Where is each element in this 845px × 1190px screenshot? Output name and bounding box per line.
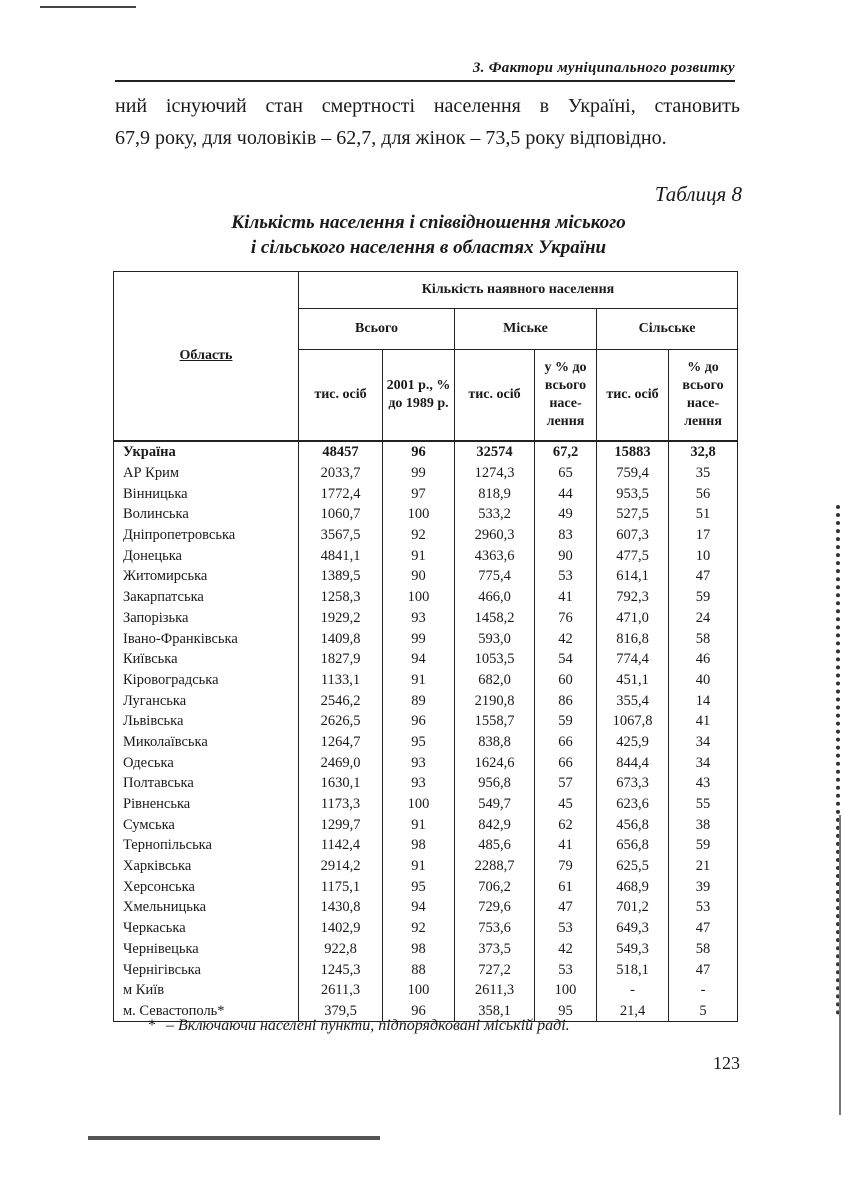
- cell-region: Івано-Франківська: [114, 628, 299, 649]
- cell-rural-thousands: 471,0: [597, 608, 669, 629]
- cell-urban-thousands: 2190,8: [455, 690, 535, 711]
- cell-urban-percent: 59: [535, 711, 597, 732]
- cell-rural-percent: 59: [669, 835, 738, 856]
- cell-total-percent: 92: [383, 918, 455, 939]
- table-row: [114, 545, 738, 566]
- cell-region: Чернівецька: [114, 939, 299, 960]
- cell-total-thousands: 4841,1: [299, 545, 383, 566]
- table-row: [114, 980, 738, 1001]
- cell-rural-thousands: 468,9: [597, 876, 669, 897]
- cell-rural-thousands: 614,1: [597, 566, 669, 587]
- cell-rural-thousands: 953,5: [597, 483, 669, 504]
- header-group: Кількість наявного населення: [299, 272, 738, 309]
- cell-urban-percent: 66: [535, 732, 597, 753]
- table-label: Таблиця 8: [654, 182, 742, 206]
- cell-region: Вінницька: [114, 483, 299, 504]
- cell-rural-percent: 46: [669, 649, 738, 670]
- cell-total-percent: 100: [383, 587, 455, 608]
- cell-urban-percent: 42: [535, 939, 597, 960]
- bottom-rule: [88, 1136, 380, 1140]
- table-row: [114, 897, 738, 918]
- cell-region: Київська: [114, 649, 299, 670]
- header-total-thousands: тис. осіб: [299, 350, 383, 442]
- cell-region: Миколаївська: [114, 732, 299, 753]
- cell-rural-percent: 43: [669, 773, 738, 794]
- cell-rural-percent: 53: [669, 897, 738, 918]
- table-row: [114, 939, 738, 960]
- cell-urban-percent: 47: [535, 897, 597, 918]
- table-row: [114, 794, 738, 815]
- page-number: 123: [713, 1053, 740, 1073]
- cell-urban-thousands: 727,2: [455, 959, 535, 980]
- scan-edge-line: [839, 815, 841, 1115]
- footnote-text: – Включаючи населені пункти, підпорядковані міській раді.: [166, 1017, 570, 1034]
- cell-rural-thousands: 518,1: [597, 959, 669, 980]
- cell-rural-percent: 58: [669, 628, 738, 649]
- cell-rural-thousands: 549,3: [597, 939, 669, 960]
- cell-urban-thousands: 706,2: [455, 876, 535, 897]
- cell-total-percent: 94: [383, 649, 455, 670]
- cell-urban-percent: 61: [535, 876, 597, 897]
- cell-urban-thousands: 682,0: [455, 670, 535, 691]
- cell-total-thousands: 379,5: [299, 1001, 383, 1022]
- table-row: [114, 732, 738, 753]
- cell-rural-percent: 47: [669, 959, 738, 980]
- cell-total-percent: 98: [383, 939, 455, 960]
- cell-rural-percent: 17: [669, 525, 738, 546]
- cell-urban-percent: 41: [535, 587, 597, 608]
- cell-urban-percent: 100: [535, 980, 597, 1001]
- cell-total-percent: 91: [383, 856, 455, 877]
- cell-total-thousands: 2611,3: [299, 980, 383, 1001]
- cell-urban-thousands: 1624,6: [455, 752, 535, 773]
- population-table: [113, 271, 738, 1022]
- cell-total-thousands: 2914,2: [299, 856, 383, 877]
- cell-rural-percent: 56: [669, 483, 738, 504]
- cell-total-percent: 99: [383, 463, 455, 484]
- table-row: [114, 566, 738, 587]
- cell-total-thousands: 1389,5: [299, 566, 383, 587]
- cell-urban-thousands: 1458,2: [455, 608, 535, 629]
- cell-total-thousands: 1060,7: [299, 504, 383, 525]
- table-row: [114, 959, 738, 980]
- cell-region: Закарпатська: [114, 587, 299, 608]
- header-urban-thousands: тис. осіб: [455, 350, 535, 442]
- cell-region: Харківська: [114, 856, 299, 877]
- cell-rural-thousands: 425,9: [597, 732, 669, 753]
- header-urban-percent: у % до всього насе- лення: [535, 350, 597, 442]
- cell-region: Дніпропетровська: [114, 525, 299, 546]
- cell-rural-thousands: 844,4: [597, 752, 669, 773]
- cell-region: Черкаська: [114, 918, 299, 939]
- cell-total-thousands: 922,8: [299, 939, 383, 960]
- cell-urban-thousands: 729,6: [455, 897, 535, 918]
- cell-urban-percent: 53: [535, 959, 597, 980]
- cell-rural-percent: 47: [669, 566, 738, 587]
- cell-urban-percent: 90: [535, 545, 597, 566]
- cell-total-percent: 93: [383, 773, 455, 794]
- cell-total-thousands: 1299,7: [299, 814, 383, 835]
- cell-total-thousands: 1173,3: [299, 794, 383, 815]
- cell-rural-percent: 24: [669, 608, 738, 629]
- cell-rural-thousands: 355,4: [597, 690, 669, 711]
- cell-region: Україна: [114, 441, 299, 463]
- cell-total-thousands: 1142,4: [299, 835, 383, 856]
- cell-region: АР Крим: [114, 463, 299, 484]
- cell-urban-thousands: 373,5: [455, 939, 535, 960]
- cell-urban-thousands: 4363,6: [455, 545, 535, 566]
- cell-rural-thousands: 15883: [597, 441, 669, 463]
- cell-rural-percent: 51: [669, 504, 738, 525]
- scan-edge-mark: [40, 0, 136, 8]
- cell-region: Херсонська: [114, 876, 299, 897]
- cell-rural-percent: 14: [669, 690, 738, 711]
- table-row: [114, 918, 738, 939]
- cell-rural-thousands: 759,4: [597, 463, 669, 484]
- table-row: [114, 752, 738, 773]
- cell-urban-percent: 44: [535, 483, 597, 504]
- cell-urban-percent: 79: [535, 856, 597, 877]
- cell-rural-percent: 34: [669, 732, 738, 753]
- cell-urban-percent: 53: [535, 566, 597, 587]
- header-region: Область: [114, 272, 299, 442]
- cell-rural-percent: 55: [669, 794, 738, 815]
- cell-urban-thousands: 485,6: [455, 835, 535, 856]
- cell-urban-percent: 45: [535, 794, 597, 815]
- table-row: [114, 587, 738, 608]
- cell-rural-percent: 59: [669, 587, 738, 608]
- cell-total-thousands: 1175,1: [299, 876, 383, 897]
- cell-total-percent: 92: [383, 525, 455, 546]
- cell-region: Хмельницька: [114, 897, 299, 918]
- table-row: [114, 773, 738, 794]
- cell-urban-percent: 76: [535, 608, 597, 629]
- cell-rural-thousands: 774,4: [597, 649, 669, 670]
- cell-urban-thousands: 533,2: [455, 504, 535, 525]
- table-row: [114, 504, 738, 525]
- cell-urban-thousands: 842,9: [455, 814, 535, 835]
- table-row: [114, 856, 738, 877]
- table-row: [114, 525, 738, 546]
- cell-urban-thousands: 1274,3: [455, 463, 535, 484]
- cell-region: Тернопільська: [114, 835, 299, 856]
- cell-rural-percent: 41: [669, 711, 738, 732]
- cell-rural-thousands: 656,8: [597, 835, 669, 856]
- cell-rural-thousands: 607,3: [597, 525, 669, 546]
- cell-total-thousands: 1133,1: [299, 670, 383, 691]
- table-row: [114, 711, 738, 732]
- cell-urban-percent: 60: [535, 670, 597, 691]
- cell-total-thousands: 1929,2: [299, 608, 383, 629]
- cell-total-thousands: 1409,8: [299, 628, 383, 649]
- cell-urban-percent: 83: [535, 525, 597, 546]
- cell-total-percent: 88: [383, 959, 455, 980]
- table-row: [114, 835, 738, 856]
- footnote: [148, 1017, 570, 1035]
- table-row: [114, 649, 738, 670]
- cell-urban-percent: 65: [535, 463, 597, 484]
- cell-urban-thousands: 32574: [455, 441, 535, 463]
- cell-region: м Київ: [114, 980, 299, 1001]
- cell-rural-thousands: 792,3: [597, 587, 669, 608]
- cell-rural-percent: 32,8: [669, 441, 738, 463]
- cell-total-thousands: 3567,5: [299, 525, 383, 546]
- cell-rural-thousands: 701,2: [597, 897, 669, 918]
- cell-total-thousands: 1258,3: [299, 587, 383, 608]
- cell-urban-thousands: 2288,7: [455, 856, 535, 877]
- table-title-line-1: Кількість населення і співвідношення міського: [231, 212, 626, 233]
- cell-rural-percent: 40: [669, 670, 738, 691]
- cell-total-percent: 95: [383, 876, 455, 897]
- cell-total-thousands: 1245,3: [299, 959, 383, 980]
- cell-urban-percent: 54: [535, 649, 597, 670]
- cell-rural-percent: 10: [669, 545, 738, 566]
- header-rural-thousands: тис. осіб: [597, 350, 669, 442]
- cell-urban-thousands: 358,1: [455, 1001, 535, 1022]
- paragraph-line-1: ний існуючий стан смертності населення в Україні, становить: [115, 95, 740, 117]
- table-row: [114, 876, 738, 897]
- header-urban: Міське: [455, 309, 597, 350]
- cell-total-percent: 90: [383, 566, 455, 587]
- cell-region: Кіровоградська: [114, 670, 299, 691]
- running-head: 3. Фактори муніципального розвитку: [115, 60, 735, 82]
- cell-region: Житомирська: [114, 566, 299, 587]
- cell-urban-percent: 86: [535, 690, 597, 711]
- cell-total-percent: 96: [383, 711, 455, 732]
- header-rural: Сільське: [597, 309, 738, 350]
- cell-total-thousands: 1402,9: [299, 918, 383, 939]
- table-row: [114, 463, 738, 484]
- cell-total-thousands: 2033,7: [299, 463, 383, 484]
- cell-urban-thousands: 2611,3: [455, 980, 535, 1001]
- cell-rural-thousands: 625,5: [597, 856, 669, 877]
- cell-total-percent: 98: [383, 835, 455, 856]
- cell-total-thousands: 1772,4: [299, 483, 383, 504]
- table-row: [114, 441, 738, 463]
- cell-rural-thousands: 477,5: [597, 545, 669, 566]
- cell-rural-thousands: 816,8: [597, 628, 669, 649]
- cell-urban-thousands: 593,0: [455, 628, 535, 649]
- cell-rural-percent: 58: [669, 939, 738, 960]
- cell-urban-percent: 41: [535, 835, 597, 856]
- cell-urban-thousands: 466,0: [455, 587, 535, 608]
- cell-total-percent: 99: [383, 628, 455, 649]
- cell-region: Донецька: [114, 545, 299, 566]
- cell-urban-percent: 53: [535, 918, 597, 939]
- cell-rural-percent: 47: [669, 918, 738, 939]
- cell-rural-thousands: 456,8: [597, 814, 669, 835]
- cell-total-percent: 97: [383, 483, 455, 504]
- table-title: [115, 210, 742, 260]
- cell-rural-thousands: 527,5: [597, 504, 669, 525]
- cell-urban-percent: 95: [535, 1001, 597, 1022]
- cell-region: м. Севастополь*: [114, 1001, 299, 1022]
- cell-rural-thousands: 673,3: [597, 773, 669, 794]
- cell-rural-percent: 39: [669, 876, 738, 897]
- table-row: [114, 608, 738, 629]
- cell-total-thousands: 1827,9: [299, 649, 383, 670]
- cell-region: Рівненська: [114, 794, 299, 815]
- cell-total-thousands: 1630,1: [299, 773, 383, 794]
- cell-region: Чернігівська: [114, 959, 299, 980]
- cell-total-percent: 100: [383, 980, 455, 1001]
- cell-total-percent: 91: [383, 670, 455, 691]
- cell-urban-thousands: 2960,3: [455, 525, 535, 546]
- cell-total-percent: 95: [383, 732, 455, 753]
- header-total: Всього: [299, 309, 455, 350]
- cell-rural-thousands: 623,6: [597, 794, 669, 815]
- cell-urban-thousands: 818,9: [455, 483, 535, 504]
- cell-rural-percent: 35: [669, 463, 738, 484]
- cell-urban-thousands: 775,4: [455, 566, 535, 587]
- body-paragraph: [115, 90, 740, 154]
- cell-urban-percent: 49: [535, 504, 597, 525]
- cell-total-percent: 100: [383, 794, 455, 815]
- header-total-percent: 2001 р., % до 1989 р.: [383, 350, 455, 442]
- cell-urban-thousands: 753,6: [455, 918, 535, 939]
- cell-rural-thousands: 21,4: [597, 1001, 669, 1022]
- cell-total-thousands: 2626,5: [299, 711, 383, 732]
- cell-region: Волинська: [114, 504, 299, 525]
- cell-total-percent: 94: [383, 897, 455, 918]
- cell-rural-percent: 5: [669, 1001, 738, 1022]
- cell-region: Запорізька: [114, 608, 299, 629]
- table-row: [114, 814, 738, 835]
- header-rural-percent: % до всього насе- лення: [669, 350, 738, 442]
- cell-urban-percent: 42: [535, 628, 597, 649]
- cell-urban-percent: 67,2: [535, 441, 597, 463]
- cell-rural-thousands: 451,1: [597, 670, 669, 691]
- cell-total-thousands: 1264,7: [299, 732, 383, 753]
- cell-urban-thousands: 838,8: [455, 732, 535, 753]
- cell-region: Сумська: [114, 814, 299, 835]
- cell-urban-thousands: 1558,7: [455, 711, 535, 732]
- cell-region: Львівська: [114, 711, 299, 732]
- cell-total-thousands: 2546,2: [299, 690, 383, 711]
- cell-rural-thousands: 649,3: [597, 918, 669, 939]
- table-body: [114, 441, 738, 1022]
- cell-total-percent: 96: [383, 1001, 455, 1022]
- cell-urban-thousands: 956,8: [455, 773, 535, 794]
- cell-total-percent: 91: [383, 545, 455, 566]
- cell-rural-thousands: 1067,8: [597, 711, 669, 732]
- cell-region: Луганська: [114, 690, 299, 711]
- table-row: [114, 483, 738, 504]
- table-row: [114, 628, 738, 649]
- cell-total-percent: 93: [383, 752, 455, 773]
- table-row: [114, 690, 738, 711]
- paragraph-line-2: 67,9 року, для чоловіків – 62,7, для жінок – 73,5 року відповідно.: [115, 127, 667, 149]
- cell-region: Одеська: [114, 752, 299, 773]
- cell-urban-thousands: 549,7: [455, 794, 535, 815]
- cell-total-percent: 100: [383, 504, 455, 525]
- cell-urban-percent: 57: [535, 773, 597, 794]
- cell-total-thousands: 2469,0: [299, 752, 383, 773]
- cell-total-percent: 91: [383, 814, 455, 835]
- cell-total-percent: 89: [383, 690, 455, 711]
- cell-rural-percent: 38: [669, 814, 738, 835]
- cell-total-thousands: 1430,8: [299, 897, 383, 918]
- cell-total-percent: 96: [383, 441, 455, 463]
- cell-total-thousands: 48457: [299, 441, 383, 463]
- footnote-marker: *: [148, 1017, 156, 1034]
- cell-rural-thousands: -: [597, 980, 669, 1001]
- cell-total-percent: 93: [383, 608, 455, 629]
- cell-region: Полтавська: [114, 773, 299, 794]
- cell-rural-percent: -: [669, 980, 738, 1001]
- cell-rural-percent: 34: [669, 752, 738, 773]
- cell-urban-thousands: 1053,5: [455, 649, 535, 670]
- cell-urban-percent: 62: [535, 814, 597, 835]
- table-title-line-2: і сільського населення в областях України: [250, 237, 607, 258]
- table-row: [114, 670, 738, 691]
- cell-urban-percent: 66: [535, 752, 597, 773]
- cell-rural-percent: 21: [669, 856, 738, 877]
